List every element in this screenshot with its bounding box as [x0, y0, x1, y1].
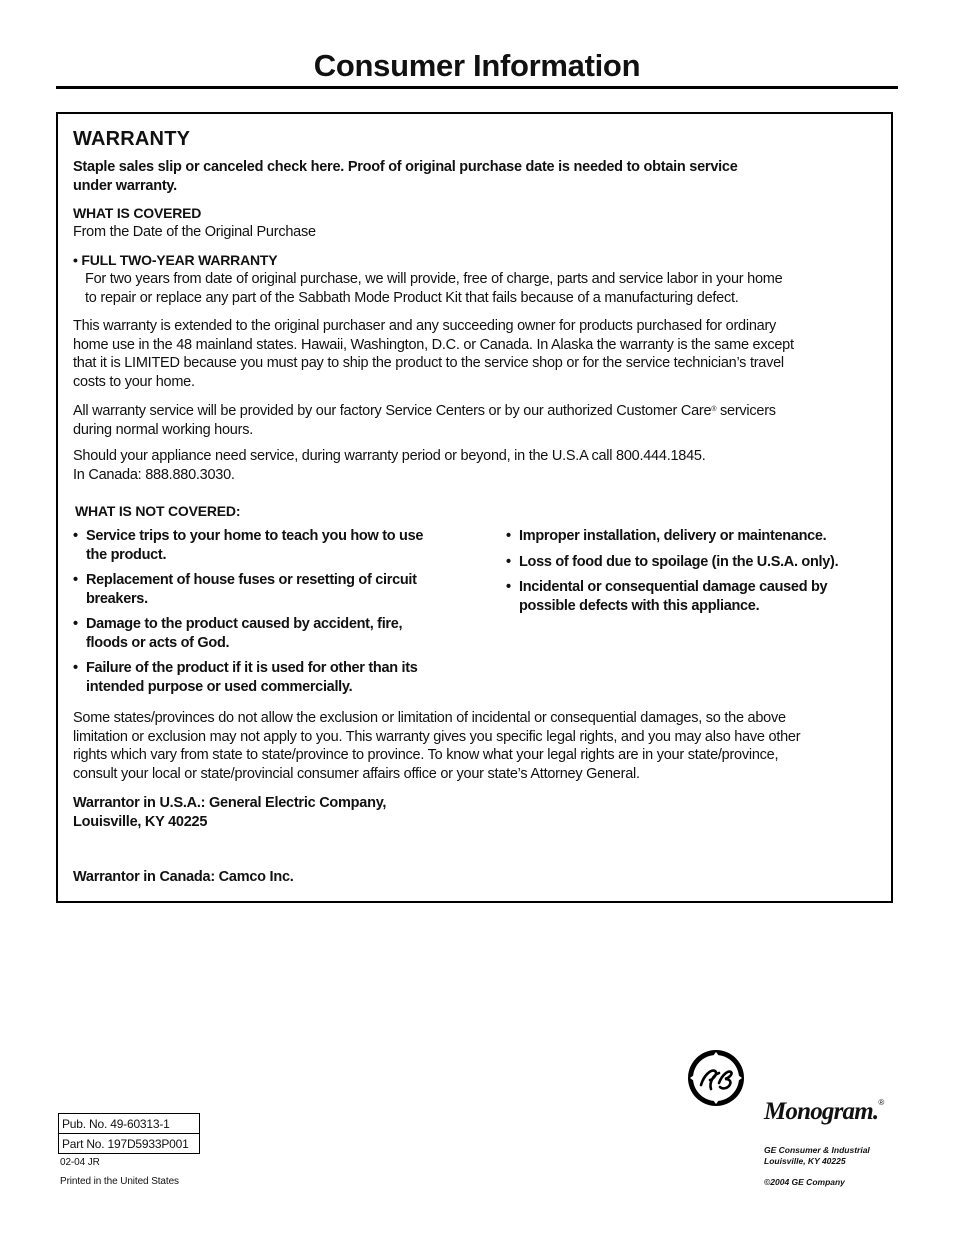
printed-in-label: Printed in the United States [60, 1176, 179, 1187]
service-line-1-b: servicers [716, 403, 776, 419]
covered-heading: WHAT IS COVERED [73, 205, 202, 221]
registered-mark: ® [711, 406, 717, 413]
service-line-1-a: All warranty service will be provided by our factory Service Centers or by our authorized Customer Care [73, 403, 712, 419]
not-covered-right-column [506, 527, 886, 622]
warrantor-canada: Warrantor in Canada: Camco Inc. [73, 869, 294, 885]
list-item: • Replacement of house fuses or resetting of circuit breakers. [73, 571, 473, 608]
full-warranty-line-1: For two years from date of original purchase, we will provide, free of charge, parts and service labor in your home [85, 271, 783, 287]
staple-instructions [73, 158, 738, 195]
date-code: 02-04 JR [60, 1157, 100, 1168]
registered-mark: ® [878, 1098, 884, 1107]
service-paragraph [73, 401, 776, 439]
ge-logo-icon [687, 1049, 745, 1107]
list-item: • Damage to the product caused by accident, fire, floods or acts of God. [73, 615, 473, 652]
staple-line-2: under warranty. [73, 177, 177, 194]
list-item: • Failure of the product if it is used for other than its intended purpose or used commercially. [73, 659, 473, 696]
full-warranty-text [85, 270, 782, 307]
part-number: Part No. 197D5933P001 [59, 1134, 200, 1154]
extended-line-3: that it is LIMITED because you must pay to ship the product to the service shop or for the service technician’s travel [73, 355, 784, 371]
warrantor-usa-line-2: Louisville, KY 40225 [73, 813, 208, 830]
list-item: • Incidental or consequential damage caused by possible defects with this appliance. [506, 578, 886, 615]
states-line-3: rights which vary from state to state/province to province. To know what your legal rights are in your state/province, [73, 747, 779, 763]
covered-subtext: From the Date of the Original Purchase [73, 224, 316, 240]
copyright-notice: ©2004 GE Company [764, 1177, 845, 1187]
company-address [764, 1145, 870, 1167]
states-line-4: consult your local or state/provincial consumer affairs office or your state’s Attorney General. [73, 765, 640, 782]
extended-line-1: This warranty is extended to the original purchaser and any succeeding owner for products purchased for ordinary [73, 318, 777, 334]
not-covered-heading: WHAT IS NOT COVERED: [75, 503, 241, 519]
full-warranty-heading: • FULL TWO-YEAR WARRANTY [73, 252, 278, 268]
extended-paragraph [73, 317, 794, 391]
extended-line-2: home use in the 48 mainland states. Hawaii, Washington, D.C. or Canada. In Alaska the warranty is the same except [73, 336, 794, 353]
page-title: Consumer Information [313, 48, 641, 83]
staple-line-1: Staple sales slip or canceled check here. Proof of original purchase date is needed to obtain service [73, 159, 738, 175]
call-line-2: In Canada: 888.880.3030. [73, 466, 235, 483]
warrantor-usa [73, 794, 386, 831]
not-covered-left-column [73, 527, 473, 703]
states-line-1: Some states/provinces do not allow the exclusion or limitation of incidental or consequential damages, so the above [73, 710, 786, 726]
states-line-2: limitation or exclusion may not apply to you. This warranty gives you specific legal rights, and you may also have other [73, 728, 801, 745]
company-line-2: Louisville, KY 40225 [764, 1156, 846, 1166]
list-item: • Loss of food due to spoilage (in the U.S.A. only). [506, 553, 886, 572]
extended-line-4: costs to your home. [73, 373, 195, 390]
not-covered-right-list [506, 527, 886, 615]
warrantor-usa-line-1: Warrantor in U.S.A.: General Electric Company, [73, 795, 387, 811]
service-line-1 [73, 401, 776, 421]
monogram-logo: Monogram.® [764, 1098, 884, 1125]
list-item: • Service trips to your home to teach you how to use the product. [73, 527, 473, 564]
title-divider [56, 86, 898, 89]
call-line-1: Should your appliance need service, during warranty period or beyond, in the U.S.A call 800.444.1845. [73, 448, 706, 464]
full-warranty-line-2: to repair or replace any part of the Sabbath Mode Product Kit that fails because of a manufacturing defect. [85, 289, 739, 306]
publication-info-table [58, 1113, 200, 1154]
states-paragraph [73, 709, 800, 783]
company-line-1: GE Consumer & Industrial [764, 1145, 870, 1155]
warranty-heading: WARRANTY [73, 128, 191, 150]
not-covered-left-list [73, 527, 473, 696]
call-paragraph [73, 447, 706, 484]
service-line-2: during normal working hours. [73, 421, 253, 438]
list-item: • Improper installation, delivery or maintenance. [506, 527, 886, 546]
pub-number: Pub. No. 49-60313-1 [59, 1114, 200, 1134]
